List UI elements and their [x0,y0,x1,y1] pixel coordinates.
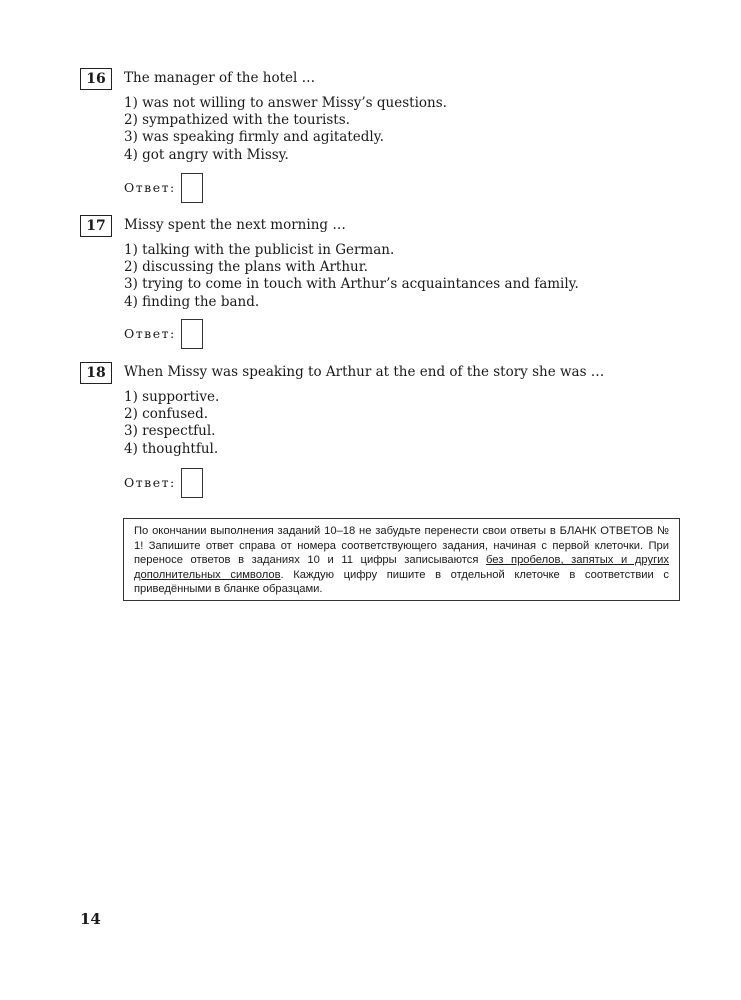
option-4: 4) got angry with Missy. [124,146,289,163]
option-list [124,95,447,164]
option-list [124,389,219,458]
option-1: 1) was not willing to answer Missy’s questions. [124,95,447,111]
option-3: 3) trying to come in touch with Arthur’s acquaintances and family. [124,276,579,293]
option-list [124,242,579,311]
task-number: 17 [80,215,112,237]
option-3: 3) was speaking firmly and agitatedly. [124,129,384,146]
answer-label: Ответ: [124,326,176,341]
notice-text-start: По окончании выполнения заданий 10–18 не забудьте перенести свои ответы в БЛАНК ОТВЕТОВ № 1! Запишите ответ справа от номера соответствующего задания, начиная с первой клеточки. При переносе ответов в заданиях 10 и 11 цифры записываются [134,525,669,567]
answer-label: Ответ: [124,475,176,490]
answer-label: Ответ: [124,180,176,195]
task-stem: Missy spent the next morning … [124,217,346,233]
option-2: 2) confused. [124,406,209,423]
option-1: 1) talking with the publicist in German. [124,242,395,258]
option-2: 2) discussing the plans with Arthur. [124,259,368,276]
task-17 [80,215,680,355]
option-3: 3) respectful. [124,423,216,440]
task-number: 16 [80,68,112,90]
answer-box[interactable] [181,319,203,349]
option-4: 4) finding the band. [124,293,260,310]
instructions-notice [123,518,680,601]
answer-box[interactable] [181,468,203,498]
option-1: 1) supportive. [124,389,220,405]
task-16 [80,68,680,208]
task-number: 18 [80,362,112,384]
option-2: 2) sympathized with the tourists. [124,112,350,129]
notice-underlined-text: без пробелов, запятых и других дополнительных символов [134,554,670,581]
task-stem: When Missy was speaking to Arthur at the end of the story she was … [124,364,605,380]
notice-text-end: . Каждую цифру пишите в отдельной клеточке в соответствии с приведёнными в бланке образцами. [134,568,669,596]
page-number: 14 [80,910,101,928]
task-18 [80,362,680,502]
option-4: 4) thoughtful. [124,440,219,457]
task-stem: The manager of the hotel … [124,70,316,86]
answer-box[interactable] [181,173,203,203]
